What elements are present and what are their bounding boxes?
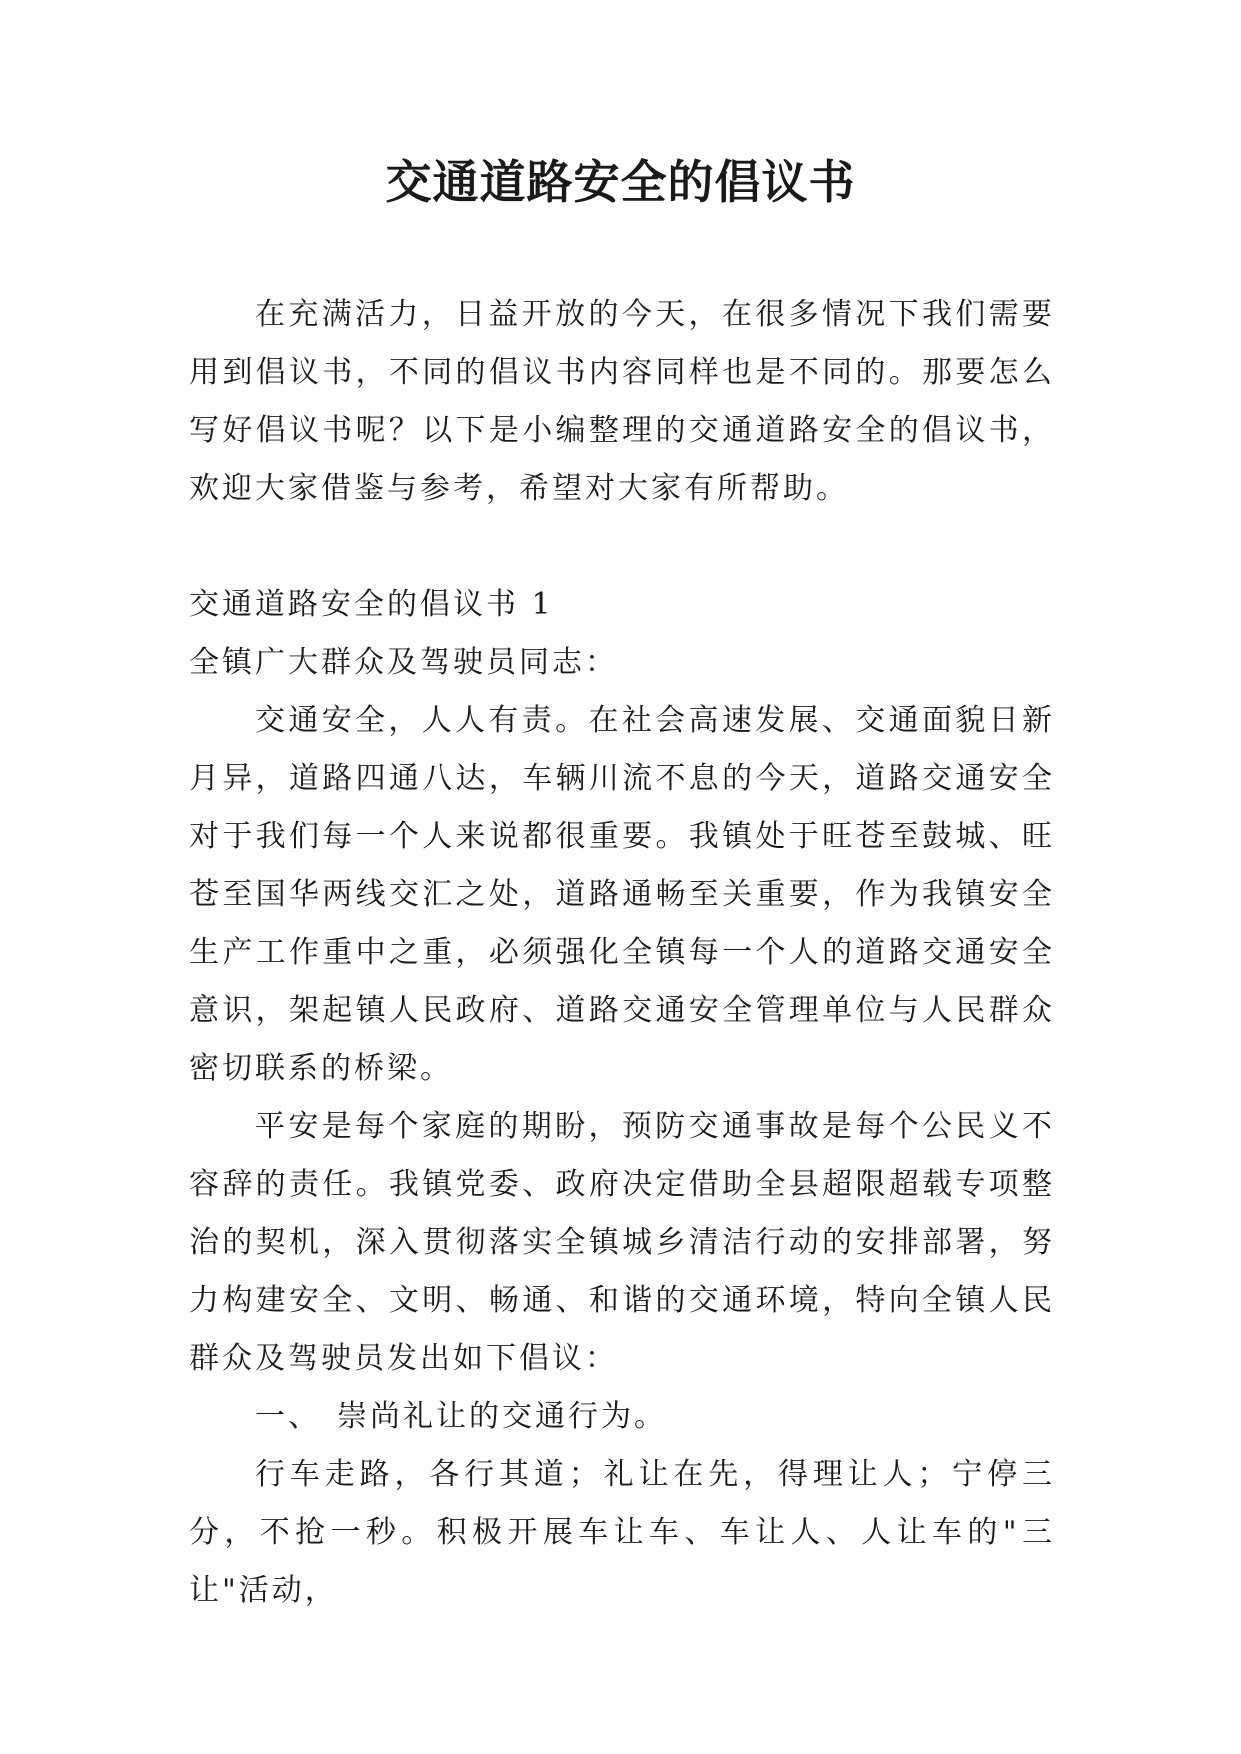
section-heading: 交通道路安全的倡议书 1 (189, 587, 554, 622)
body-paragraph: 行车走路，各行其道；礼让在先，得理让人；宁停三分，不抢一秒。积极开展车让车、车让人、人让车的"三让"活动， (189, 1457, 1055, 1608)
salutation: 全镇广大群众及驾驶员同志： (189, 645, 618, 680)
intro-paragraph: 在充满活力，日益开放的今天，在很多情况下我们需要用到倡议书，不同的倡议书内容同样也是不同的。那要怎么写好倡议书呢？以下是小编整理的交通道路安全的倡议书，欢迎大家借鉴与参考，希望对大家有所帮助。 (189, 297, 1055, 506)
document-body (189, 286, 1055, 1620)
list-item-text: 崇尚礼让的交通行为。 (337, 1399, 667, 1434)
list-item-number: 一、 (255, 1399, 321, 1434)
document-title: 交通道路安全的倡议书 (385, 155, 856, 209)
body-paragraph: 交通安全，人人有责。在社会高速发展、交通面貌日新月异，道路四通八达，车辆川流不息的今天，道路交通安全对于我们每一个人来说都很重要。我镇处于旺苍至鼓城、旺苍至国华两线交汇之处，道路通畅至关重要，作为我镇安全生产工作重中之重，必须强化全镇每一个人的道路交通安全意识，架起镇人民政府、道路交通安全管理单位与人民群众密切联系的桥梁。 (189, 703, 1055, 1086)
body-paragraph: 平安是每个家庭的期盼，预防交通事故是每个公民义不容辞的责任。我镇党委、政府决定借助全县超限超载专项整治的契机，深入贯彻落实全镇城乡清洁行动的安排部署，努力构建安全、文明、畅通、和谐的交通环境，特向全镇人民群众及驾驶员发出如下倡议： (189, 1109, 1055, 1376)
list-item-1 (189, 1388, 1055, 1446)
